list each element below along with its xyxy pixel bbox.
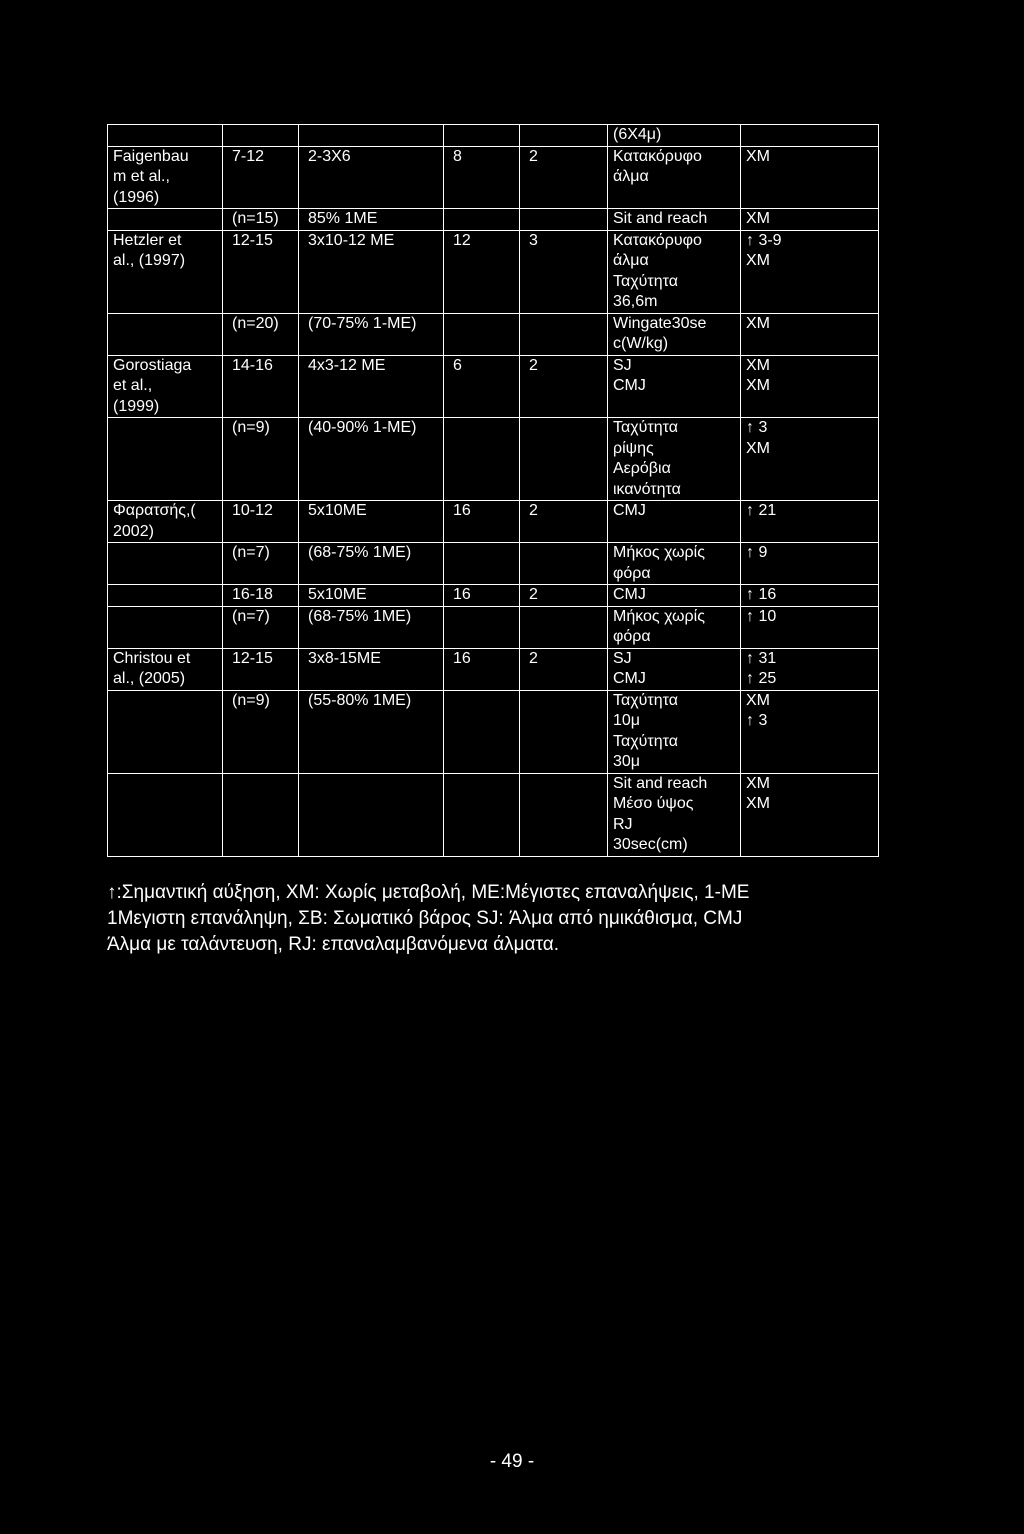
cell-test: Ταχύτητα ρίψης Αερόβια ικανότητα xyxy=(608,418,741,501)
cell-freq: 2 xyxy=(520,585,608,607)
cell-freq: 3 xyxy=(520,230,608,313)
cell-age: (n=7) xyxy=(223,606,299,648)
cell-protocol xyxy=(299,125,444,147)
cell-author xyxy=(108,606,223,648)
table-row xyxy=(108,209,879,231)
table-row xyxy=(108,355,879,418)
cell-freq xyxy=(520,690,608,773)
cell-result: ΧΜ xyxy=(741,209,879,231)
cell-weeks xyxy=(444,209,520,231)
cell-test: Κατακόρυφο άλμα Ταχύτητα 36,6m xyxy=(608,230,741,313)
cell-age: (n=7) xyxy=(223,543,299,585)
cell-weeks xyxy=(444,690,520,773)
cell-weeks: 16 xyxy=(444,648,520,690)
cell-weeks: 16 xyxy=(444,585,520,607)
table-row xyxy=(108,648,879,690)
cell-freq xyxy=(520,125,608,147)
cell-age: 16-18 xyxy=(223,585,299,607)
cell-protocol: 85% 1ΜΕ xyxy=(299,209,444,231)
cell-author xyxy=(108,313,223,355)
cell-freq xyxy=(520,773,608,856)
cell-test: (6Χ4μ) xyxy=(608,125,741,147)
cell-test: Ταχύτητα 10μ Ταχύτητα 30μ xyxy=(608,690,741,773)
cell-weeks: 6 xyxy=(444,355,520,418)
cell-protocol: 3x8-15ΜΕ xyxy=(299,648,444,690)
cell-age: (n=15) xyxy=(223,209,299,231)
cell-author xyxy=(108,690,223,773)
cell-protocol: (55-80% 1ΜΕ) xyxy=(299,690,444,773)
cell-author xyxy=(108,543,223,585)
cell-author: Gorostiaga et al., (1999) xyxy=(108,355,223,418)
cell-age: (n=9) xyxy=(223,690,299,773)
results-table xyxy=(107,124,879,857)
table-row xyxy=(108,501,879,543)
cell-result: ΧΜ xyxy=(741,313,879,355)
cell-result: ΧΜ xyxy=(741,146,879,209)
cell-weeks xyxy=(444,606,520,648)
cell-author: Φαρατσής,( 2002) xyxy=(108,501,223,543)
cell-weeks xyxy=(444,418,520,501)
cell-author: Christou et al., (2005) xyxy=(108,648,223,690)
cell-author xyxy=(108,773,223,856)
cell-test: SJ CMJ xyxy=(608,355,741,418)
cell-protocol: 2-3Χ6 xyxy=(299,146,444,209)
cell-author: Faigenbau m et al., (1996) xyxy=(108,146,223,209)
cell-test: Sit and reach Μέσο ύψος RJ 30sec(cm) xyxy=(608,773,741,856)
cell-author xyxy=(108,209,223,231)
table-body xyxy=(108,125,879,857)
cell-result: ↑ 3-9 ΧΜ xyxy=(741,230,879,313)
cell-age: 12-15 xyxy=(223,648,299,690)
cell-protocol: 5x10ΜΕ xyxy=(299,501,444,543)
cell-freq: 2 xyxy=(520,648,608,690)
cell-weeks xyxy=(444,125,520,147)
cell-protocol: (68-75% 1ΜΕ) xyxy=(299,543,444,585)
cell-protocol: 4x3-12 ΜΕ xyxy=(299,355,444,418)
table-row xyxy=(108,585,879,607)
cell-age: 14-16 xyxy=(223,355,299,418)
cell-test: CMJ xyxy=(608,501,741,543)
cell-weeks xyxy=(444,543,520,585)
table-row xyxy=(108,125,879,147)
footnote: ↑:Σημαντική αύξηση, ΧΜ: Χωρίς μεταβολή, ΜΕ:Μέγιστες επαναλήψεις, 1-ΜΕ 1Μεγιστη επανάληψη, ΣΒ: Σωματικό βάρος SJ: Άλμα από ημικάθισμα, CMJ Άλμα με ταλάντευση, RJ: επαναλαμβανόμενα άλματα. xyxy=(107,882,750,955)
cell-author xyxy=(108,418,223,501)
table-row xyxy=(108,606,879,648)
cell-result: ΧΜ ↑ 3 xyxy=(741,690,879,773)
cell-result: ΧΜ ΧΜ xyxy=(741,355,879,418)
cell-test: SJ CMJ xyxy=(608,648,741,690)
cell-age: (n=9) xyxy=(223,418,299,501)
cell-protocol: 3x10-12 ΜΕ xyxy=(299,230,444,313)
cell-weeks xyxy=(444,773,520,856)
cell-protocol: 5x10ΜΕ xyxy=(299,585,444,607)
cell-protocol: (70-75% 1-ΜΕ) xyxy=(299,313,444,355)
cell-result: ↑ 31 ↑ 25 xyxy=(741,648,879,690)
cell-test: Κατακόρυφο άλμα xyxy=(608,146,741,209)
cell-age xyxy=(223,125,299,147)
cell-author xyxy=(108,125,223,147)
cell-weeks: 12 xyxy=(444,230,520,313)
cell-freq: 2 xyxy=(520,355,608,418)
cell-result: ↑ 10 xyxy=(741,606,879,648)
cell-freq xyxy=(520,209,608,231)
cell-test: Wingate30se c(W/kg) xyxy=(608,313,741,355)
cell-test: Μήκος χωρίς φόρα xyxy=(608,606,741,648)
cell-test: Sit and reach xyxy=(608,209,741,231)
cell-result: ↑ 16 xyxy=(741,585,879,607)
cell-result: ↑ 3 ΧΜ xyxy=(741,418,879,501)
cell-author xyxy=(108,585,223,607)
cell-freq xyxy=(520,313,608,355)
cell-freq: 2 xyxy=(520,146,608,209)
cell-protocol: (40-90% 1-ΜΕ) xyxy=(299,418,444,501)
cell-protocol xyxy=(299,773,444,856)
cell-author: Hetzler et al., (1997) xyxy=(108,230,223,313)
table-row xyxy=(108,230,879,313)
cell-result: ↑ 9 xyxy=(741,543,879,585)
cell-weeks: 16 xyxy=(444,501,520,543)
cell-freq: 2 xyxy=(520,501,608,543)
table-row xyxy=(108,313,879,355)
cell-age: (n=20) xyxy=(223,313,299,355)
cell-result: ↑ 21 xyxy=(741,501,879,543)
cell-test: Μήκος χωρίς φόρα xyxy=(608,543,741,585)
page-number: - 49 - xyxy=(489,1451,535,1472)
table-row xyxy=(108,543,879,585)
cell-result: ΧΜ ΧΜ xyxy=(741,773,879,856)
table-row xyxy=(108,690,879,773)
cell-protocol: (68-75% 1ΜΕ) xyxy=(299,606,444,648)
cell-age: 12-15 xyxy=(223,230,299,313)
cell-weeks: 8 xyxy=(444,146,520,209)
cell-freq xyxy=(520,418,608,501)
cell-freq xyxy=(520,543,608,585)
cell-test: CMJ xyxy=(608,585,741,607)
cell-age: 7-12 xyxy=(223,146,299,209)
cell-age xyxy=(223,773,299,856)
cell-weeks xyxy=(444,313,520,355)
table-row xyxy=(108,146,879,209)
cell-freq xyxy=(520,606,608,648)
cell-result xyxy=(741,125,879,147)
table-row xyxy=(108,418,879,501)
table-row xyxy=(108,773,879,856)
cell-age: 10-12 xyxy=(223,501,299,543)
